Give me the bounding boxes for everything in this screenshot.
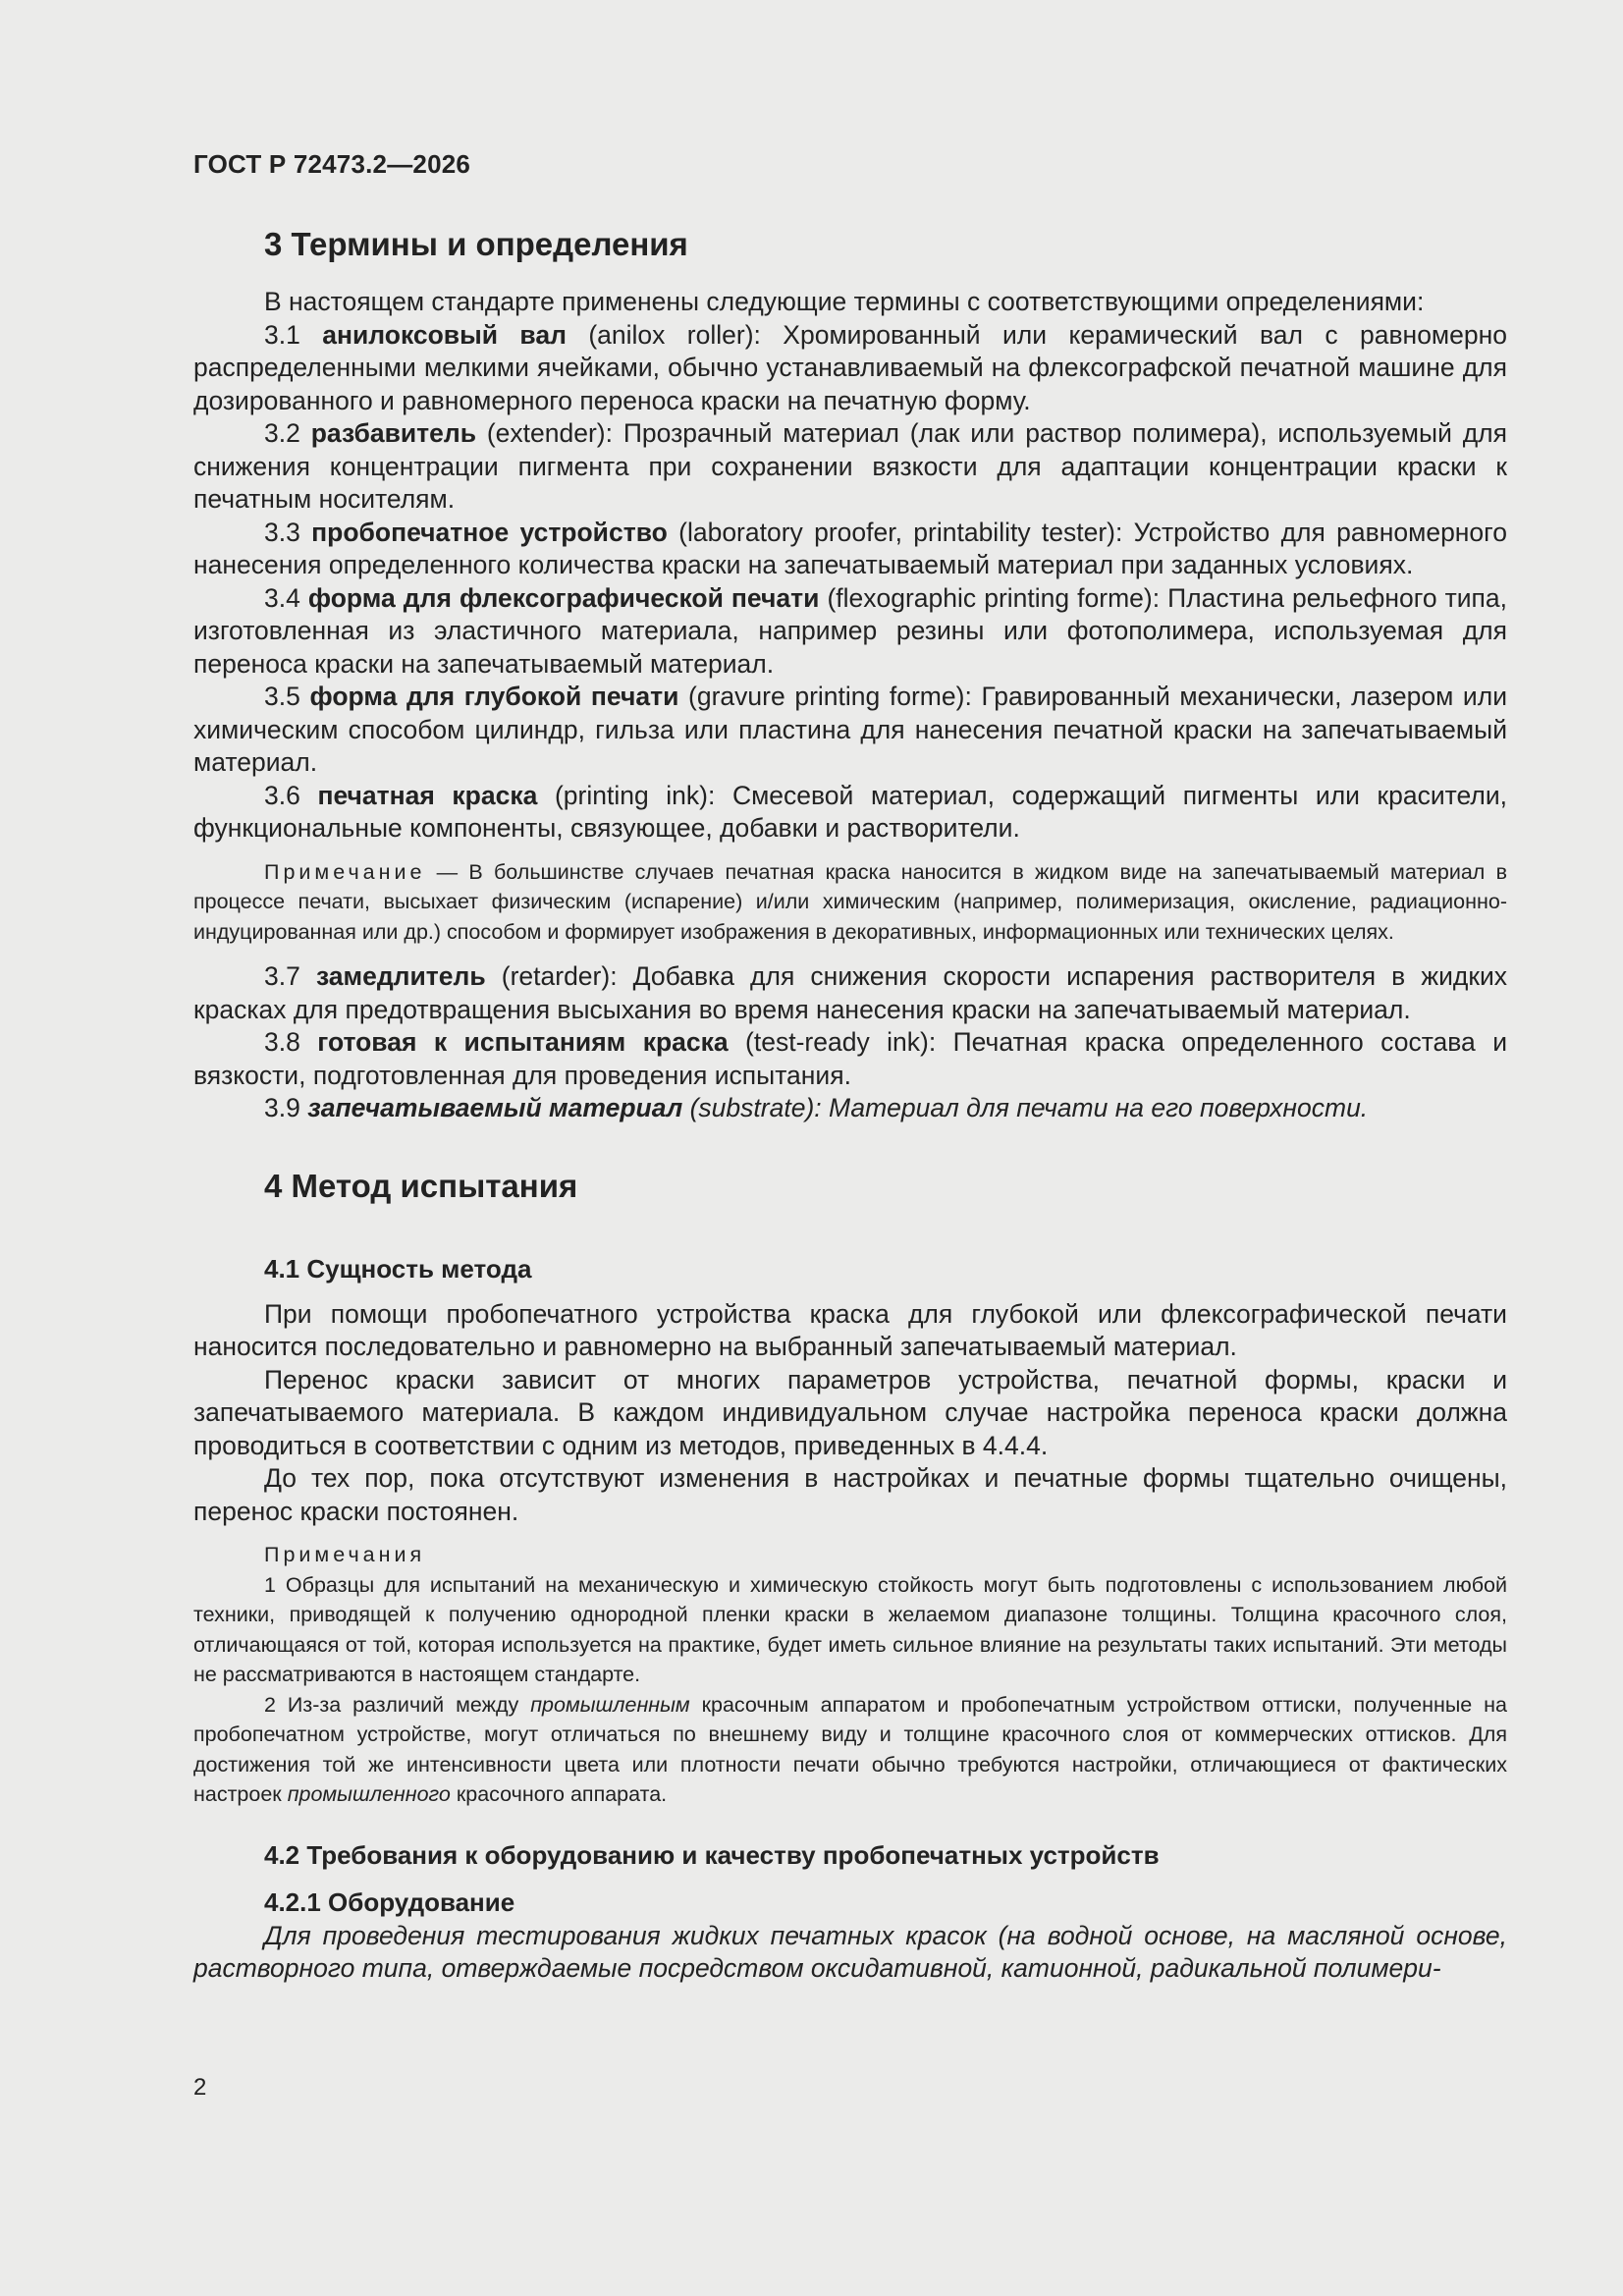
term-3-4: 3.4 форма для флексографической печати (flexographic printing forme): Пластина рельефного типа, изготовленная из эластичного материала, например резины или фотополимера, используемая для переноса краски на запечатываемый материал. (193, 582, 1508, 679)
term-name: пробопечатное устройство (311, 517, 668, 547)
section-3-intro: В настоящем стандарте применены следующие термины с соответствующими определениями: (264, 287, 1425, 316)
term-3-2: 3.2 разбавитель (extender): Прозрачный материал (лак или раствор полимера), используемый для снижения концентрации пигмента при сохранении вязкости для адаптации концентрации краски к печатным носителям. (193, 418, 1507, 514)
term-3-6: 3.6 печатная краска (printing ink): Смесевой материал, содержащий пигменты или красители, функциональные компоненты, связующее, добавки и растворители. (193, 780, 1507, 843)
section-4-2-title: 4.2 Требования к оборудованию и качеству пробопечатных устройств (264, 1839, 1160, 1870)
term-3-1: 3.1 анилоксовый вал (anilox roller): Хромированный или керамический вал с равномерно распределенными мелкими ячейками, обычно устанавливаемый на флексографской печатной машине для дозированного и равномерного переноса краски на печатную форму. (193, 319, 1508, 415)
section-4-1-para-1: При помощи пробопечатного устройства краска для глубокой или флексографической печати наносится последовательно и равномерно на выбранный запечатываемый материал. (193, 1298, 1507, 1361)
page-content (193, 221, 1507, 1986)
section-4-2-1-text: Для проведения тестирования жидких печатных красок (на водной основе, на масляной основе, растворного типа, отверждаемые посредством оксидативной, катионной, радикальной полимери- (193, 1920, 1507, 1983)
note-2: 2 Из-за различий между промышленным красочным аппаратом и пробопечатным устройством оттиски, полученные на пробопечатном устройстве, могут отличаться по внешнему виду и толщине красочного слоя от коммерческих оттисков. Для достижения той же интенсивности цвета или плотности печати обычно требуются настройки, отличающиеся от фактических настроек промышленного красочного аппарата. (193, 1692, 1507, 1806)
term-name: замедлитель (315, 961, 486, 991)
standard-code: ГОСТ Р 72473.2—2026 (193, 149, 471, 179)
term-3-7: 3.7 замедлитель (retarder): Добавка для снижения скорости испарения растворителя в жидких красках для предотвращения высыхания во время нанесения краски на запечатываемый материал. (193, 961, 1507, 1024)
section-4-title: 4 Метод испытания (264, 1167, 578, 1204)
section-4-1-para-3: До тех пор, пока отсутствуют изменения в настройках и печатные формы тщательно очищены, перенос краски постоянен. (193, 1463, 1507, 1526)
term-name: запечатываемый материал (307, 1093, 683, 1122)
term-3-3: 3.3 пробопечатное устройство (laboratory proofer, printability tester): Устройство для равномерного нанесения определенного количества краски на запечатываемый материал при заданных условиях. (193, 517, 1507, 579)
section-4-1-title: 4.1 Сущность метода (264, 1253, 532, 1284)
term-name: готовая к испытаниям краска (317, 1027, 729, 1057)
term-name: форма для флексографической печати (307, 582, 820, 613)
term-name: разбавитель (310, 418, 476, 448)
term-name: форма для глубокой печати (309, 682, 679, 711)
note-label: Примечание (264, 859, 426, 884)
section-4-2-1-title: 4.2.1 Оборудование (264, 1886, 515, 1917)
term-3-9: 3.9 запечатываемый материал (substrate): Материал для печати на его поверхности. (264, 1093, 1369, 1122)
term-name: анилоксовый вал (322, 319, 567, 350)
term-3-6-note: Примечание — В большинстве случаев печатная краска наносится в жидком виде на запечатываемый материал в процессе печати, высыхает физическим (испарение) и/или химическим (например, полимеризация, окисление, радиационно-индуцированная или др.) способом и формирует изображения в декоративных, информационных или технических целях. (193, 859, 1507, 944)
section-3-title: 3 Термины и определения (264, 226, 688, 262)
page-number: 2 (193, 2074, 207, 2101)
notes-label: Примечания (264, 1543, 426, 1566)
term-3-8: 3.8 готовая к испытаниям краска (test-ready ink): Печатная краска определенного состава и вязкости, подготовленная для проведения испытания. (193, 1027, 1508, 1090)
term-name: печатная краска (317, 780, 538, 810)
term-3-5: 3.5 форма для глубокой печати (gravure printing forme): Гравированный механически, лазером или химическим способом цилиндр, гильза или пластина для нанесения печатной краски на запечатываемый материал. (193, 682, 1507, 777)
note-1: 1 Образцы для испытаний на механическую и химическую стойкость могут быть подготовлены с использованием любой техники, приводящей к получению однородной пленки краски в желаемом диапазоне толщины. Толщина красочного слоя, отличающаяся от той, которая используется на практике, будет иметь сильное влияние на результаты таких испытаний. Эти методы не рассматриваются в настоящем стандарте. (193, 1572, 1507, 1686)
section-4-1-para-2: Перенос краски зависит от многих параметров устройства, печатной формы, краски и запечатываемого материала. В каждом индивидуальном случае настройка переноса краски должна проводиться в соответствии с одним из методов, приведенных в 4.4.4. (193, 1364, 1507, 1460)
